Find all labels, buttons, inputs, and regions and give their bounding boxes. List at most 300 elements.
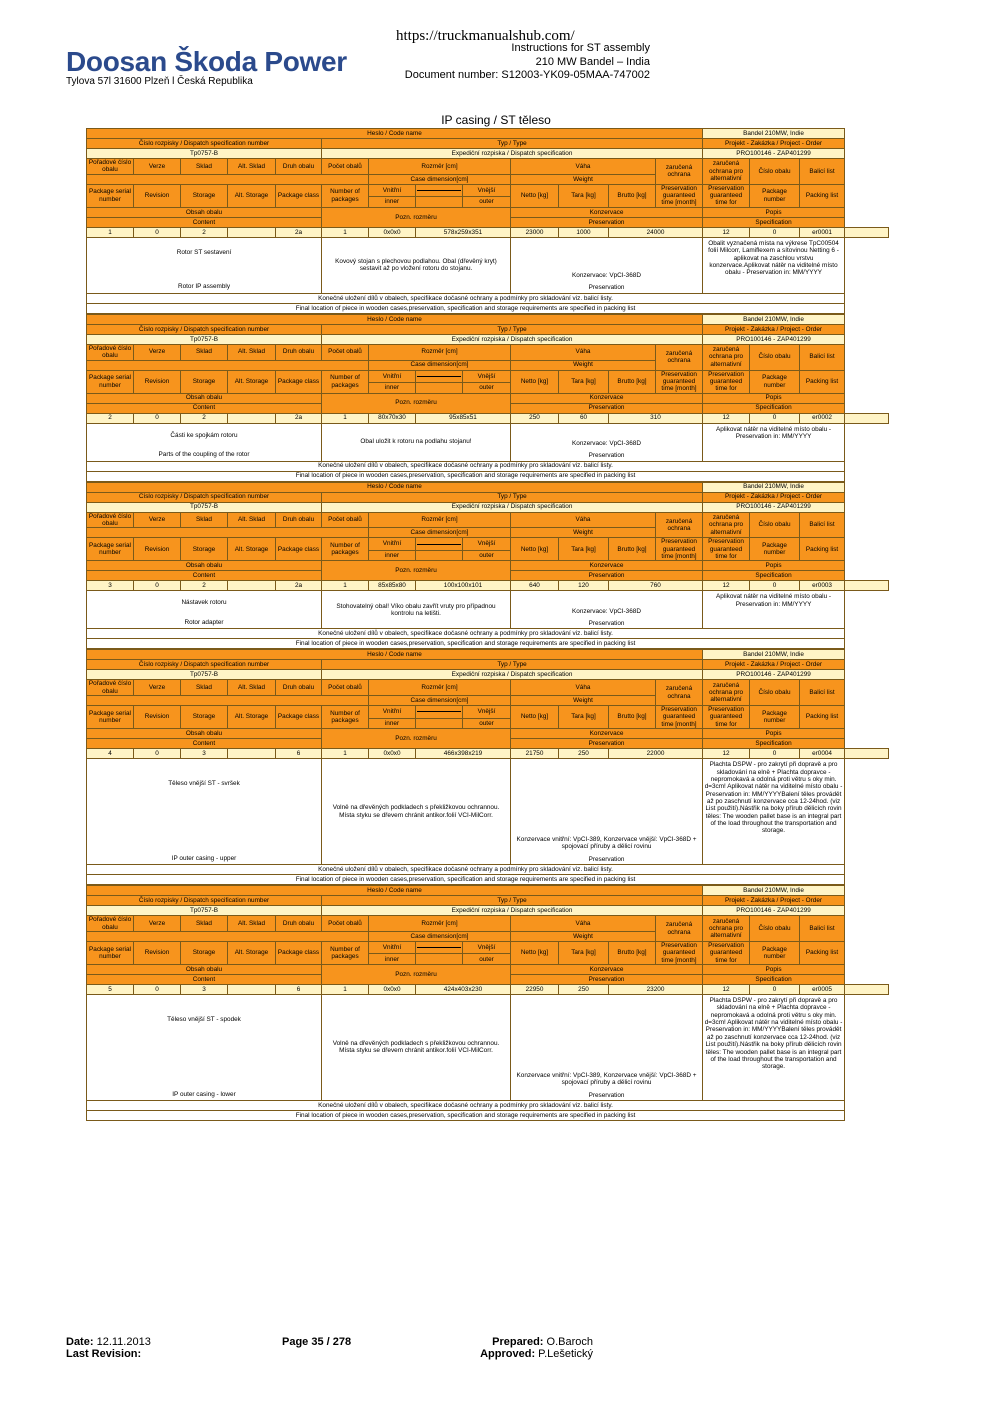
content-header-cz: Obsah obalu: [87, 729, 322, 739]
prepared-label: Prepared:: [492, 1336, 544, 1348]
description-header-cz: Popis: [703, 964, 845, 974]
tara-header: Tara [kg]: [559, 370, 609, 393]
dispatch-spec: Expediční rozpiska / Dispatch specification: [322, 502, 703, 512]
preservation-text: Konzervace vnitřní: VpCI-389, Konzervace vnější: VpCI-368D + spojovací příruby a dělicí rovinu: [516, 1071, 697, 1087]
serial-header-cz: Pořadové číslo obalu: [87, 680, 134, 696]
package-number: er0003: [800, 581, 845, 591]
brutto-weight: 22000: [609, 749, 703, 759]
alt-storage: [228, 984, 276, 994]
dispatch-table: [86, 482, 889, 650]
netto-header: Netto [kg]: [511, 941, 559, 964]
guarantee-alt-header: Preservation guaranteed time for: [703, 941, 750, 964]
specification-header: Specification: [703, 217, 845, 227]
dispatch-number: Tp0757-B: [87, 149, 322, 159]
dispatch-spec: Expediční rozpiska / Dispatch specification: [322, 670, 703, 680]
class-header-cz: Druh obalu: [276, 512, 322, 528]
content-description: [87, 237, 322, 293]
package-number-header-cz: Číslo obalu: [750, 680, 800, 706]
serial-header: Package serial number: [87, 706, 134, 729]
alt-storage: [228, 413, 276, 423]
packing-list-header: Packing list: [800, 706, 845, 729]
alt-storage-header: Alt. Storage: [228, 941, 276, 964]
brutto-header: Brutto [kg]: [609, 370, 656, 393]
inner-header: inner: [369, 383, 416, 394]
preservation-cell: [511, 423, 703, 461]
brutto-header: Brutto [kg]: [609, 706, 656, 729]
storage-header-cz: Sklad: [181, 512, 228, 528]
package-number-header-cz: Číslo obalu: [750, 159, 800, 185]
storage: 2: [181, 413, 228, 423]
class-header-cz: Druh obalu: [276, 344, 322, 360]
storage-header-cz: Sklad: [181, 159, 228, 175]
count-header: Number of packages: [322, 538, 369, 561]
guarantee-header-cz: zaručená ochrana: [656, 680, 703, 706]
approved-label: Approved:: [480, 1348, 536, 1360]
content-header-cz: Obsah obalu: [87, 964, 322, 974]
alt-storage-header: Alt. Storage: [228, 706, 276, 729]
preservation-text: Konzervace: VpCI-368D: [572, 607, 641, 615]
preservation-header: Preservation: [511, 403, 703, 413]
netto-header: Netto [kg]: [511, 370, 559, 393]
document-number: Document number: S12003-YK09-05MAA-747002: [404, 69, 650, 81]
dimension-divider: [416, 184, 463, 197]
package-class: 6: [276, 749, 322, 759]
packing-list: [845, 581, 889, 591]
final-note-cz: Konečné uložení dílů v obalech, specifikace dočasné ochrany a podmínky pro skladování viz. balicí listy.: [87, 865, 845, 875]
package-count: 1: [322, 581, 369, 591]
prepared-value: O.Baroch: [546, 1336, 593, 1348]
packing-list-header-cz: Balicí list: [800, 512, 845, 538]
count-header-cz: Počet obalů: [322, 344, 369, 360]
type-label: Typ / Type: [322, 492, 703, 502]
content-en: Rotor adapter: [184, 619, 224, 627]
package-count: 1: [322, 984, 369, 994]
package-serial: 1: [87, 227, 134, 237]
dispatch-number: Tp0757-B: [87, 502, 322, 512]
dimension-divider: [416, 370, 463, 383]
dimension-header-cz: Rozměr [cm]: [369, 512, 511, 528]
approved-value: P.Lešetický: [538, 1348, 593, 1360]
dispatch-spec: Expediční rozpiska / Dispatch specification: [322, 334, 703, 344]
package-number-header: Package number: [750, 370, 800, 393]
guarantee-alt-header: Preservation guaranteed time for: [703, 706, 750, 729]
dimension-note: Kovový stojan s plechovou podlahou. Obal (dřevěný kryt) sestavit až po vložení rotoru do stojanu.: [322, 237, 511, 293]
revision-header-cz: Verze: [134, 344, 181, 360]
class-header-cz: Druh obalu: [276, 680, 322, 696]
spacer-cell: [87, 174, 369, 184]
storage-header-cz: Sklad: [181, 680, 228, 696]
dimension-note-header: Pozn. rozměru: [322, 964, 511, 984]
alt-storage-header: Alt. Storage: [228, 370, 276, 393]
date-value: 12.11.2013: [96, 1336, 151, 1348]
storage: 2: [181, 227, 228, 237]
preservation-label: Preservation: [588, 855, 625, 863]
guarantee-alt-months: 0: [750, 581, 800, 591]
spacer-cell: [87, 360, 369, 370]
doc-subtitle-1: Instructions for ST assembly: [511, 42, 650, 54]
storage: 2: [181, 581, 228, 591]
code-name-label: Heslo / Code name: [87, 314, 703, 324]
content-description: [87, 994, 322, 1100]
type-label: Typ / Type: [322, 324, 703, 334]
guarantee-header-cz: zaručená ochrana: [656, 916, 703, 942]
preservation-text: Konzervace: VpCI-368D: [572, 272, 641, 280]
serial-header-cz: Pořadové číslo obalu: [87, 159, 134, 175]
guarantee-alt-header: Preservation guaranteed time for: [703, 184, 750, 207]
packing-list-header: Packing list: [800, 941, 845, 964]
tara-header: Tara [kg]: [559, 538, 609, 561]
preservation-header-cz: Konzervace: [511, 964, 703, 974]
content-description: [87, 759, 322, 865]
project-name: Bandel 210MW, Indie: [703, 482, 845, 492]
spacer-cell: [416, 383, 463, 394]
storage-header-cz: Sklad: [181, 916, 228, 932]
dimension-note-header: Pozn. rozměru: [322, 729, 511, 749]
alt-storage: [228, 227, 276, 237]
table-row: [87, 581, 889, 591]
project-order-label: Projekt - Zakázka / Project - Order: [703, 492, 845, 502]
count-header-cz: Počet obalů: [322, 159, 369, 175]
package-number: er0005: [800, 984, 845, 994]
tara-header: Tara [kg]: [559, 941, 609, 964]
table-row: [87, 413, 889, 423]
final-note-cz: Konečné uložení dílů v obalech, specifikace dočasné ochrany a podmínky pro skladování viz. balicí listy.: [87, 293, 845, 303]
weight-header-cz: Váha: [511, 512, 656, 528]
project-name: Bandel 210MW, Indie: [703, 129, 845, 139]
content-header-cz: Obsah obalu: [87, 561, 322, 571]
package-class: 2a: [276, 413, 322, 423]
package-number: er0004: [800, 749, 845, 759]
class-header: Package class: [276, 706, 322, 729]
outer-dimension: 578x259x351: [416, 227, 511, 237]
guarantee-header: Preservation guaranteed time [month]: [656, 941, 703, 964]
dimension-note: Stohovatelný obal! Víko obalu zavřít vruty pro případnou kontrolu na letišti.: [322, 591, 511, 629]
revision: 0: [134, 413, 181, 423]
revision-header: Revision: [134, 538, 181, 561]
type-label: Typ / Type: [322, 139, 703, 149]
content-cz: Těleso vnější ST - svršek: [168, 780, 240, 788]
inner-dimension: 0x0x0: [369, 749, 416, 759]
brutto-header: Brutto [kg]: [609, 538, 656, 561]
guarantee-header: Preservation guaranteed time [month]: [656, 538, 703, 561]
count-header: Number of packages: [322, 370, 369, 393]
dispatch-number: Tp0757-B: [87, 906, 322, 916]
dimension-note: Volně na dřevěných podkladech s překližkovou ochrannou. Místa styku se dřevem chránit antikor.folií VCI-MilCorr.: [322, 759, 511, 865]
preservation-header-cz: Konzervace: [511, 393, 703, 403]
guarantee-header-cz: zaručená ochrana: [656, 512, 703, 538]
storage-header-cz: Sklad: [181, 344, 228, 360]
revision: 0: [134, 749, 181, 759]
netto-weight: 21750: [511, 749, 559, 759]
guarantee-months: 12: [703, 581, 750, 591]
revision-header: Revision: [134, 184, 181, 207]
description-header-cz: Popis: [703, 393, 845, 403]
revision: 0: [134, 227, 181, 237]
outer-header: outer: [463, 954, 511, 965]
order-number: PRO100146 - ZAP401299: [703, 502, 845, 512]
serial-header: Package serial number: [87, 370, 134, 393]
brutto-weight: 23200: [609, 984, 703, 994]
specification-header: Specification: [703, 403, 845, 413]
guarantee-alt-months: 0: [750, 413, 800, 423]
packing-list-header-cz: Balicí list: [800, 344, 845, 370]
content-en: IP outer casing - lower: [172, 1090, 236, 1098]
case-dimension-label: Case dimension[cm]: [369, 931, 511, 941]
guarantee-alt-header: Preservation guaranteed time for: [703, 370, 750, 393]
preservation-cell: [511, 591, 703, 629]
guarantee-alt-months: 0: [750, 749, 800, 759]
last-revision-label: Last Revision:: [66, 1348, 142, 1360]
storage-header: Storage: [181, 184, 228, 207]
package-class: 2a: [276, 227, 322, 237]
package-number-header: Package number: [750, 538, 800, 561]
inner-header-cz: Vnitřní: [369, 538, 416, 551]
serial-header: Package serial number: [87, 538, 134, 561]
inner-dimension: 0x0x0: [369, 227, 416, 237]
project-order-label: Projekt - Zakázka / Project - Order: [703, 896, 845, 906]
specification-text: Aplikovat nátěr na viditelné místo obalu - Preservation in: MM/YYYY: [703, 591, 845, 629]
content-header: Content: [87, 217, 322, 227]
inner-dimension: 0x0x0: [369, 984, 416, 994]
final-note-cz: Konečné uložení dílů v obalech, specifikace dočasné ochrany a podmínky pro skladování viz. balicí listy.: [87, 461, 845, 471]
order-number: PRO100146 - ZAP401299: [703, 149, 845, 159]
content-description: [87, 591, 322, 629]
outer-dimension: 100x100x101: [416, 581, 511, 591]
tara-header: Tara [kg]: [559, 184, 609, 207]
revision-header: Revision: [134, 941, 181, 964]
footer-signoff: [470, 1336, 593, 1360]
revision-header-cz: Verze: [134, 680, 181, 696]
weight-label: Weight: [511, 931, 656, 941]
tara-header: Tara [kg]: [559, 706, 609, 729]
outer-header: outer: [463, 383, 511, 394]
weight-label: Weight: [511, 696, 656, 706]
weight-header-cz: Váha: [511, 344, 656, 360]
preservation-header: Preservation: [511, 974, 703, 984]
spacer-cell: [87, 528, 369, 538]
outer-header-cz: Vnější: [463, 184, 511, 197]
brutto-header: Brutto [kg]: [609, 941, 656, 964]
outer-header-cz: Vnější: [463, 941, 511, 954]
preservation-cell: [511, 237, 703, 293]
count-header-cz: Počet obalů: [322, 916, 369, 932]
source-url[interactable]: https://truckmanualshub.com/: [396, 28, 575, 44]
netto-header: Netto [kg]: [511, 706, 559, 729]
guarantee-months: 12: [703, 749, 750, 759]
dispatch-table: [86, 128, 889, 314]
order-number: PRO100146 - ZAP401299: [703, 670, 845, 680]
packing-list-header-cz: Balicí list: [800, 680, 845, 706]
content-cz: Části ke spojkám rotoru: [170, 431, 238, 439]
dimension-divider: [416, 538, 463, 551]
alt-storage-header-cz: Alt. Sklad: [228, 512, 276, 528]
table-row: [87, 227, 889, 237]
final-note-en: Final location of piece in wooden cases,preservation, specification and storage requirements are specified in packing list: [87, 471, 845, 481]
guarantee-alt-header-cz: zaručená ochrana pro alternativní: [703, 680, 750, 706]
packing-list-header-cz: Balicí list: [800, 916, 845, 942]
preservation-cell: [511, 759, 703, 865]
dispatch-number-label: Číslo rozpisky / Dispatch specification number: [87, 660, 322, 670]
alt-storage-header-cz: Alt. Sklad: [228, 916, 276, 932]
final-note-cz: Konečné uložení dílů v obalech, specifikace dočasné ochrany a podmínky pro skladování viz. balicí listy.: [87, 629, 845, 639]
dimension-note: Obal uložit k rotoru na podlahu stojanu!: [322, 423, 511, 461]
case-dimension-label: Case dimension[cm]: [369, 696, 511, 706]
serial-header-cz: Pořadové číslo obalu: [87, 916, 134, 932]
content-cz: Rotor ST sestavení: [176, 248, 232, 256]
code-name-label: Heslo / Code name: [87, 650, 703, 660]
package-number-header: Package number: [750, 706, 800, 729]
package-serial: 3: [87, 581, 134, 591]
table-row: [87, 749, 889, 759]
preservation-header-cz: Konzervace: [511, 561, 703, 571]
package-number-header: Package number: [750, 184, 800, 207]
packing-list-header: Packing list: [800, 538, 845, 561]
doc-subtitle-2: 210 MW Bandel – India: [535, 56, 650, 68]
inner-header: inner: [369, 718, 416, 729]
date-label: Date:: [66, 1336, 94, 1348]
outer-dimension: 95x85x51: [416, 413, 511, 423]
class-header: Package class: [276, 184, 322, 207]
spacer-cell: [416, 718, 463, 729]
description-header-cz: Popis: [703, 207, 845, 217]
dimension-header-cz: Rozměr [cm]: [369, 680, 511, 696]
packing-list-header: Packing list: [800, 370, 845, 393]
spacer-cell: [416, 550, 463, 561]
outer-header-cz: Vnější: [463, 370, 511, 383]
dispatch-table: [86, 314, 889, 482]
alt-storage-header-cz: Alt. Sklad: [228, 344, 276, 360]
dimension-header-cz: Rozměr [cm]: [369, 916, 511, 932]
code-name-label: Heslo / Code name: [87, 886, 703, 896]
class-header: Package class: [276, 538, 322, 561]
weight-header-cz: Váha: [511, 916, 656, 932]
code-name-label: Heslo / Code name: [87, 482, 703, 492]
dispatch-blocks: [86, 128, 889, 1121]
storage-header: Storage: [181, 538, 228, 561]
preservation-label: Preservation: [588, 620, 625, 628]
revision-header-cz: Verze: [134, 916, 181, 932]
specification-text: Obalit vyznačená místa na výkrese TpC00504 folií Milcorr, Lamiflexem a sítovinou Netting 6 - aplikovat na zaschlou vrstvu konzervace.Aplikovat nátěr na viditelné místo obalu - Preservation in: MM/YYYY: [703, 237, 845, 293]
storage-header: Storage: [181, 706, 228, 729]
dispatch-spec: Expediční rozpiska / Dispatch specification: [322, 149, 703, 159]
guarantee-alt-header-cz: zaručená ochrana pro alternativní: [703, 159, 750, 185]
revision-header: Revision: [134, 370, 181, 393]
netto-weight: 22950: [511, 984, 559, 994]
outer-header-cz: Vnější: [463, 538, 511, 551]
serial-header: Package serial number: [87, 941, 134, 964]
specification-text: Plachta DSPW - pro zakrytí při dopravě a pro skladování na elně + Plachta dopravce - nepromokavá a odolná proti větru s oky min. d=3cm! Aplikovat nátěr na viditelné místo obalu - Preservation in: MM/YYYYBalení těles provádět až po zaschnutí konzervace cca 12-24hod. (viz List použití).Nástřik na boky přírub dělicích rovin těles: The wooden pallet base is an integral part of the load throughout the transportation and storage.: [703, 994, 845, 1100]
brutto-weight: 310: [609, 413, 703, 423]
alt-storage: [228, 581, 276, 591]
inner-header-cz: Vnitřní: [369, 941, 416, 954]
dimension-header-cz: Rozměr [cm]: [369, 344, 511, 360]
package-class: 2a: [276, 581, 322, 591]
preservation-cell: [511, 994, 703, 1100]
packing-list: [845, 749, 889, 759]
package-count: 1: [322, 227, 369, 237]
guarantee-header-cz: zaručená ochrana: [656, 344, 703, 370]
dispatch-number-label: Číslo rozpisky / Dispatch specification number: [87, 492, 322, 502]
count-header: Number of packages: [322, 706, 369, 729]
inner-header: inner: [369, 197, 416, 208]
guarantee-alt-header: Preservation guaranteed time for: [703, 538, 750, 561]
inner-dimension: 80x70x30: [369, 413, 416, 423]
content-cz: Nástavek rotoru: [181, 599, 227, 607]
dimension-divider: [416, 706, 463, 719]
revision-header-cz: Verze: [134, 512, 181, 528]
spacer-cell: [416, 954, 463, 965]
netto-weight: 640: [511, 581, 559, 591]
inner-header-cz: Vnitřní: [369, 184, 416, 197]
package-serial: 4: [87, 749, 134, 759]
preservation-text: Konzervace: VpCI-368D: [572, 439, 641, 447]
page-title: IP casing / ST těleso: [441, 113, 551, 127]
alt-storage: [228, 749, 276, 759]
guarantee-alt-header-cz: zaručená ochrana pro alternativní: [703, 512, 750, 538]
weight-label: Weight: [511, 174, 656, 184]
specification-header: Specification: [703, 739, 845, 749]
tara-weight: 60: [559, 413, 609, 423]
alt-storage-header-cz: Alt. Sklad: [228, 680, 276, 696]
packing-list: [845, 984, 889, 994]
weight-header-cz: Váha: [511, 680, 656, 696]
serial-header-cz: Pořadové číslo obalu: [87, 512, 134, 528]
package-number: er0002: [800, 413, 845, 423]
packing-list-header-cz: Balicí list: [800, 159, 845, 185]
dispatch-number: Tp0757-B: [87, 670, 322, 680]
storage: 3: [181, 749, 228, 759]
package-class: 6: [276, 984, 322, 994]
outer-header: outer: [463, 550, 511, 561]
storage-header: Storage: [181, 941, 228, 964]
project-order-label: Projekt - Zakázka / Project - Order: [703, 324, 845, 334]
project-name: Bandel 210MW, Indie: [703, 886, 845, 896]
final-note-en: Final location of piece in wooden cases,preservation, specification and storage requirements are specified in packing list: [87, 875, 845, 885]
guarantee-months: 12: [703, 227, 750, 237]
dimension-note-header: Pozn. rozměru: [322, 561, 511, 581]
specification-text: Plachta DSPW - pro zakrytí při dopravě a pro skladování na elně + Plachta dopravce - nepromokavá a odolná proti větru s oky min. d=3cm! Aplikovat nátěr na viditelné místo obalu - Preservation in: MM/YYYYBalení těles provádět až po zaschnutí konzervace cca 12-24hod. (viz List použití).Nástřik na boky přírub dělicích rovin těles: The wooden pallet base is an integral part of the load throughout the transportation and storage.: [703, 759, 845, 865]
guarantee-alt-header-cz: zaručená ochrana pro alternativní: [703, 344, 750, 370]
guarantee-months: 12: [703, 413, 750, 423]
class-header-cz: Druh obalu: [276, 159, 322, 175]
project-name: Bandel 210MW, Indie: [703, 314, 845, 324]
package-serial: 2: [87, 413, 134, 423]
footer-page: [282, 1336, 351, 1348]
revision-header-cz: Verze: [134, 159, 181, 175]
description-header-cz: Popis: [703, 729, 845, 739]
weight-label: Weight: [511, 360, 656, 370]
preservation-header: Preservation: [511, 571, 703, 581]
dimension-divider: [416, 941, 463, 954]
brutto-weight: 760: [609, 581, 703, 591]
content-en: IP outer casing - upper: [171, 854, 237, 862]
preservation-text: Konzervace vnitřní: VpCI-389, Konzervace vnější: VpCI-368D + spojovací příruby a dělicí rovinu: [516, 836, 697, 851]
preservation-header-cz: Konzervace: [511, 729, 703, 739]
weight-header-cz: Váha: [511, 159, 656, 175]
tara-weight: 250: [559, 749, 609, 759]
content-header-cz: Obsah obalu: [87, 207, 322, 217]
count-header-cz: Počet obalů: [322, 512, 369, 528]
count-header: Number of packages: [322, 184, 369, 207]
project-order-label: Projekt - Zakázka / Project - Order: [703, 660, 845, 670]
netto-header: Netto [kg]: [511, 184, 559, 207]
dispatch-number: Tp0757-B: [87, 334, 322, 344]
netto-header: Netto [kg]: [511, 538, 559, 561]
content-cz: Těleso vnější ST - spodek: [167, 1015, 241, 1023]
content-en: Rotor IP assembly: [177, 283, 231, 291]
preservation-label: Preservation: [588, 284, 625, 292]
guarantee-header: Preservation guaranteed time [month]: [656, 184, 703, 207]
